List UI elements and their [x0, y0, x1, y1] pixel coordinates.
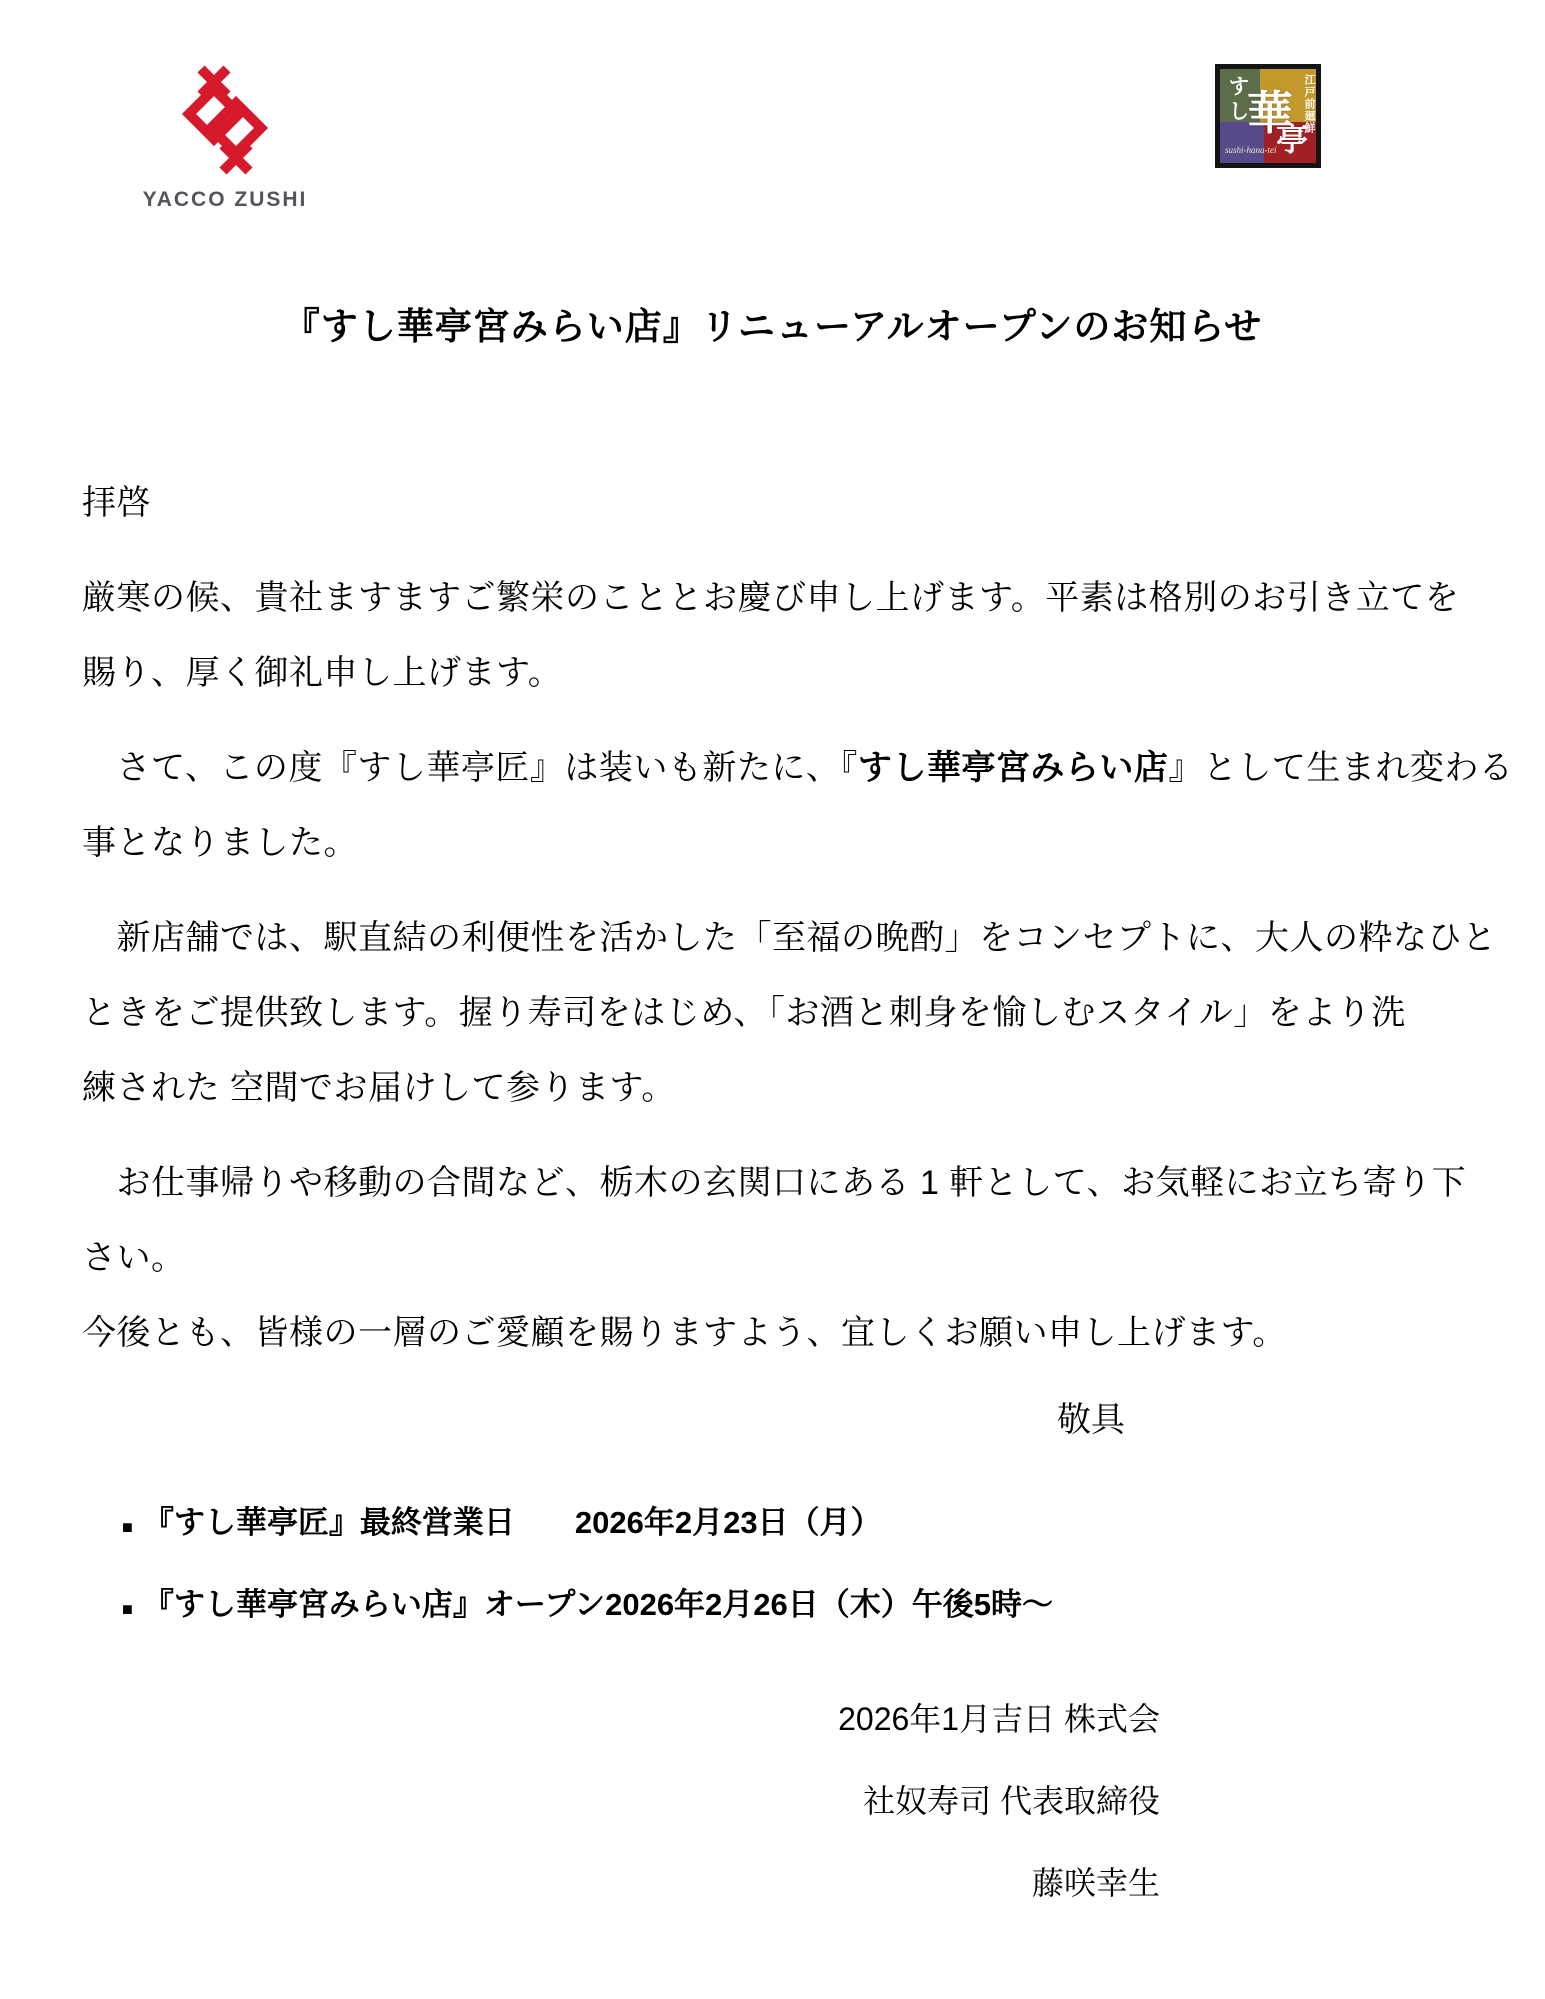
- sushi-hanatei-logo: [1215, 64, 1321, 168]
- body-line: [82, 1051, 1463, 1126]
- body-line: [82, 1221, 1463, 1296]
- signature-line: 2026年1月吉日 株式会: [838, 1701, 1160, 1737]
- body-line: [82, 561, 1463, 636]
- hanatei-text-sushi: すし: [1226, 75, 1249, 125]
- body-text-bold: すし華亭宮みらい店: [857, 749, 1169, 787]
- body-text: 新店舗では、駅直結の利便性を活かした「至福の晩酌」をコンセプトに、大人の粋なひと: [82, 919, 1497, 957]
- yacco-zushi-logo: [120, 64, 330, 212]
- letter-title: 『すし華亭宮みらい店』リニューアルオープンのお知らせ: [282, 306, 1263, 347]
- hanatei-text-hana: 華: [1246, 87, 1293, 140]
- signature-line: 社奴寿司 代表取締役: [863, 1783, 1160, 1819]
- square-bullet-icon: ■: [122, 1599, 133, 1619]
- yacco-zushi-wordmark: YACCO ZUSHI: [142, 188, 308, 211]
- schedule-date: 2026年2月23日（月）: [574, 1505, 882, 1540]
- body-text: 事となりました。: [82, 824, 358, 862]
- schedule-row: [122, 1566, 1463, 1648]
- body-line: [82, 976, 1463, 1051]
- schedule-label: 『すし華亭匠』最終営業日: [142, 1505, 515, 1540]
- signature-line: 藤咲幸生: [1031, 1865, 1160, 1901]
- body-line: [82, 636, 1463, 711]
- closing-word: 敬具: [1057, 1401, 1125, 1439]
- body-text: 拝啓: [82, 484, 151, 522]
- letter-header: [0, 0, 1545, 212]
- body-text: さい。: [82, 1239, 186, 1277]
- body-text: 練された 空間でお届けして参ります。: [82, 1069, 676, 1107]
- body-text: 賜り、厚く御礼申し上げます。: [82, 654, 563, 692]
- body-text: お仕事帰りや移動の合間など、栃木の玄関口にある 1 軒として、お気軽にお立ち寄り下: [82, 1164, 1467, 1202]
- body-line: [82, 731, 1514, 806]
- letter-body: [0, 466, 1545, 1924]
- body-line: [82, 1296, 1463, 1371]
- hanatei-text-romaji: sushi-hana-tei: [1225, 145, 1277, 155]
- signature-block: [82, 1678, 1463, 1924]
- body-text: 今後とも、皆様の一層のご愛顧を賜りますよう、宜しくお願い申し上げます。: [82, 1314, 1287, 1352]
- hanatei-text-tei: 亭: [1275, 121, 1308, 157]
- yacco-zushi-mark-icon: [165, 64, 285, 178]
- schedule-row: [122, 1484, 1463, 1566]
- body-line: [82, 1146, 1467, 1221]
- schedule-date: 2026年2月26日（木）午後5時～: [605, 1587, 1054, 1622]
- schedule-label: 『すし華亭宮みらい店』オープン: [142, 1587, 606, 1622]
- body-paragraphs: [82, 466, 1514, 1371]
- square-bullet-icon: ■: [122, 1517, 133, 1537]
- body-text: さて、この度『すし華亭匠』は装いも新たに、『: [82, 749, 858, 787]
- body-line: [82, 806, 1463, 881]
- body-line: [82, 901, 1497, 976]
- schedule-list: [82, 1484, 1463, 1648]
- body-text: 厳寒の候、貴社ますますご繁栄のこととお慶び申し上げます。平素は格別のお引き立てを: [82, 579, 1460, 617]
- body-text: ときをご提供致します。握り寿司をはじめ、「お酒と刺身を愉しむスタイル」をより洗: [82, 994, 1406, 1032]
- hanatei-text-edomae: 江戸前廻鮮: [1303, 74, 1315, 134]
- body-line: [82, 466, 1463, 541]
- body-text: 』として生まれ変わる: [1168, 749, 1514, 787]
